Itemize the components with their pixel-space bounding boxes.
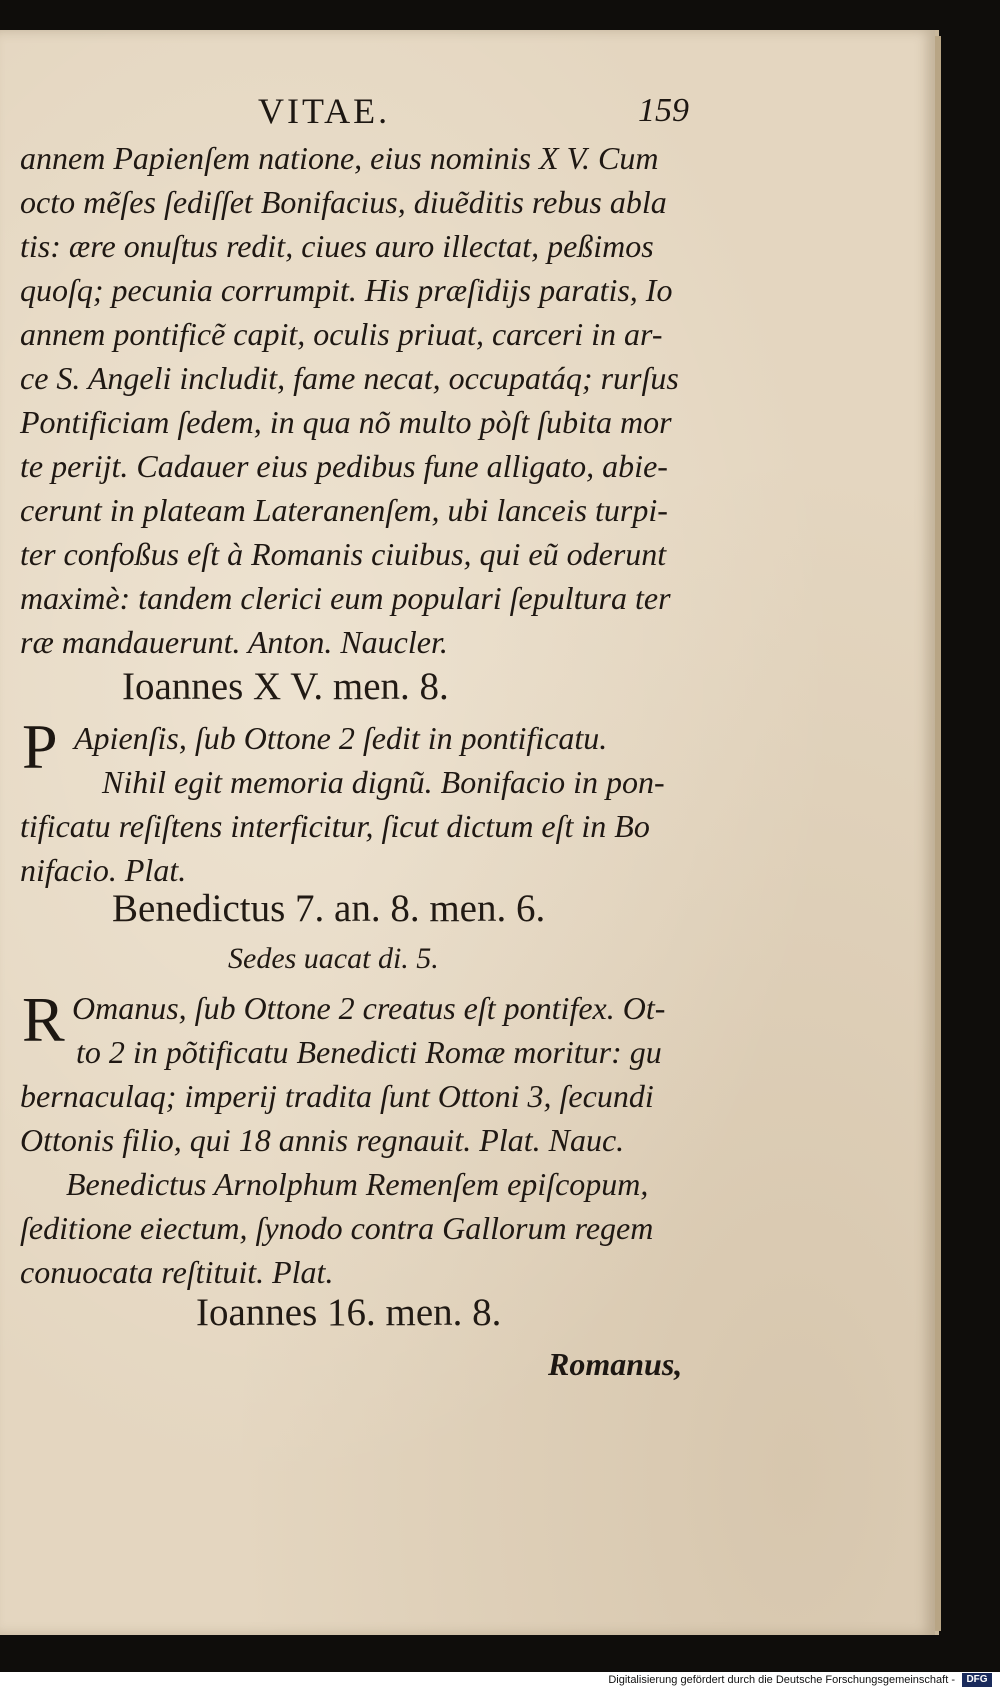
- text-line: tificatu reſiſtens interficitur, ſicut dictum eſt in Bo: [20, 808, 650, 844]
- text-line: Pontificiam ſedem, in qua nõ multo pòſt ſubita mor: [20, 404, 672, 440]
- text-line: ter confoßus eſt à Romanis ciuibus, qui eũ oderunt: [20, 536, 667, 572]
- catchword: Romanus,: [548, 1346, 683, 1382]
- text-line: tis: ære onuſtus redit, ciues auro illectat, peßimos: [20, 228, 654, 264]
- text-line: octo mẽſes ſediſſet Bonifacius, diuẽditis rebus abla: [20, 184, 667, 220]
- drop-initial: P: [22, 711, 58, 782]
- drop-initial: R: [22, 984, 65, 1055]
- section-heading: Benedictus 7. an. 8. men. 6.: [112, 887, 546, 930]
- text-line: cerunt in plateam Lateranenſem, ubi lanceis turpi-: [20, 492, 668, 528]
- text-line: ce S. Angeli includit, fame necat, occupatáq; rurſus: [20, 360, 679, 396]
- dfg-logo-icon: DFG: [962, 1673, 992, 1687]
- page-edge: [935, 36, 941, 1631]
- section-heading: Ioannes X V. men. 8.: [122, 665, 449, 708]
- text-line: Nihil egit memoria dignũ. Bonifacio in pon-: [102, 764, 665, 800]
- text-line: Benedictus Arnolphum Remenſem epiſcopum,: [66, 1166, 649, 1202]
- text-line: annem pontificẽ capit, oculis priuat, carceri in ar-: [20, 316, 663, 352]
- text-line: ræ mandauerunt. Anton. Naucler.: [20, 624, 448, 660]
- page-number: 159: [638, 92, 689, 129]
- text-line: nifacio. Plat.: [20, 852, 187, 888]
- text-line: te perijt. Cadauer eius pedibus fune alligato, abie-: [20, 448, 668, 484]
- section-heading: Ioannes 16. men. 8.: [196, 1291, 502, 1334]
- text-line: to 2 in põtificatu Benedicti Romæ moritur: gu: [76, 1034, 662, 1070]
- section-subheading: Sedes uacat di. 5.: [228, 942, 439, 975]
- text-line: conuocata reſtituit. Plat.: [20, 1254, 334, 1290]
- text-line: Omanus, ſub Ottone 2 creatus eſt pontifex. Ot-: [72, 990, 666, 1026]
- text-line: ſeditione eiectum, ſynodo contra Gallorum regem: [20, 1210, 654, 1246]
- text-line: quoſq; pecunia corrumpit. His præſidijs paratis, Io: [20, 272, 673, 308]
- text-line: bernaculaq; imperij tradita ſunt Ottoni 3, ſecundi: [20, 1078, 654, 1114]
- text-line: annem Papienſem natione, eius nominis X V. Cum: [20, 140, 659, 176]
- text-line: maximè: tandem clerici eum populari ſepultura ter: [20, 580, 671, 616]
- text-line: Ottonis filio, qui 18 annis regnauit. Plat. Nauc.: [20, 1122, 625, 1158]
- text-line: Apienſis, ſub Ottone 2 ſedit in pontificatu.: [74, 720, 608, 756]
- running-header: VITAE.: [258, 91, 391, 131]
- digitization-credit: Digitalisierung gefördert durch die Deutsche Forschungsgemeinschaft -: [608, 1674, 955, 1686]
